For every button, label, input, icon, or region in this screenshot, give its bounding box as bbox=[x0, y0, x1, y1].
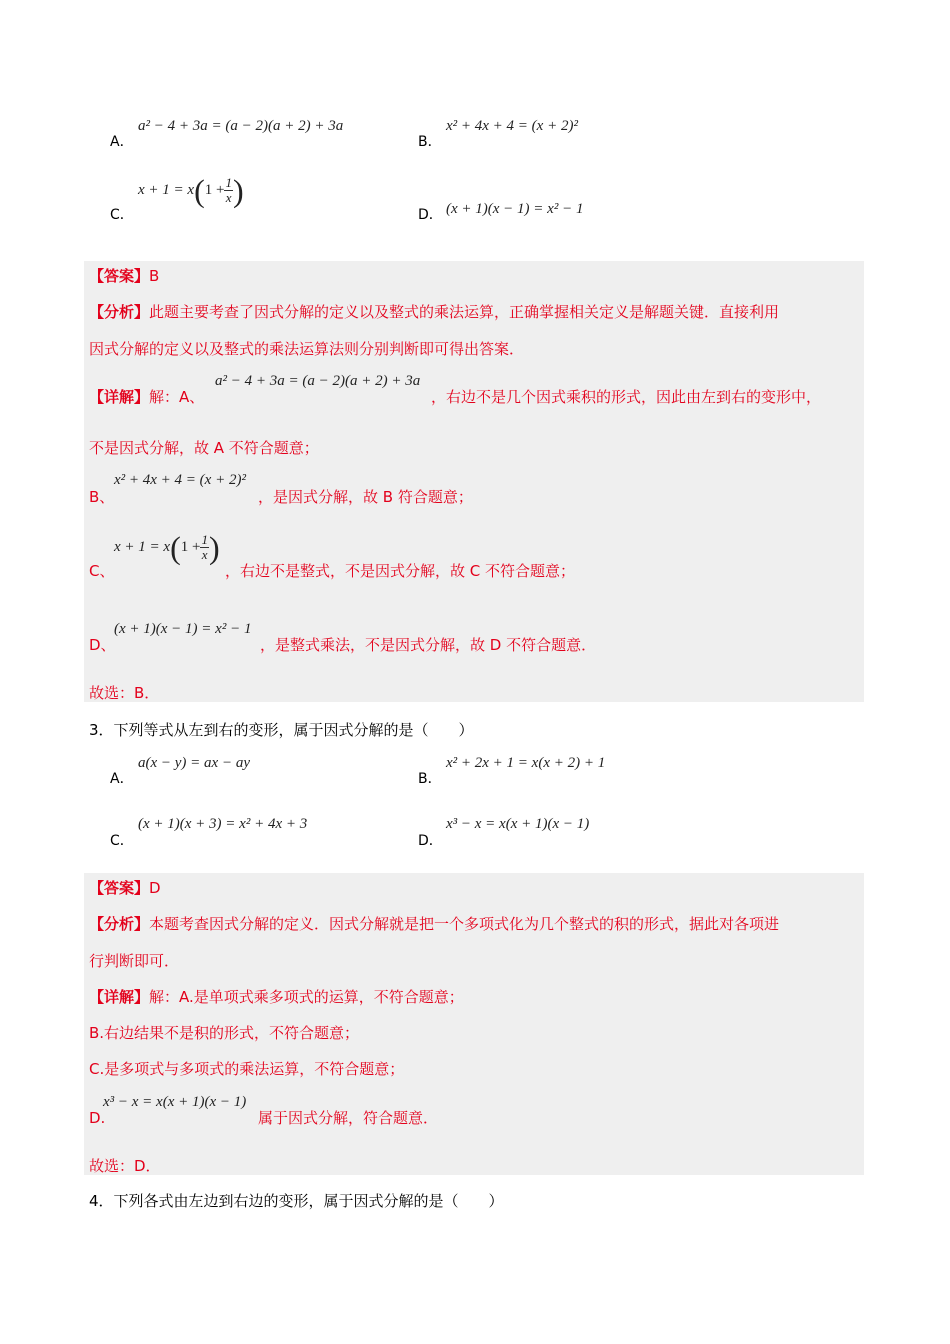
answer-value: D bbox=[149, 879, 161, 897]
option-c-one-plus: 1 + bbox=[204, 181, 225, 198]
conclusion-q3: 故选：D． bbox=[89, 1157, 161, 1175]
detail-c-one-plus: 1 + bbox=[180, 538, 201, 555]
detail-c-prefix: C、 bbox=[89, 562, 115, 580]
analysis-tag: 【分析】 bbox=[89, 303, 150, 321]
detail-d-prefix: D、 bbox=[89, 636, 116, 654]
q3-option-c-formula: (x + 1)(x + 3) = x² + 4x + 3 bbox=[138, 816, 308, 832]
answer-tag: 【答案】 bbox=[89, 267, 150, 285]
detail-text: 解：A.是单项式乘多项式的运算，不符合题意； bbox=[149, 988, 464, 1006]
q3-option-b-label: B． bbox=[418, 771, 442, 787]
detail-c-text: ，右边不是整式，不是因式分解，故 C 不符合题意； bbox=[225, 562, 576, 580]
detail-tag: 【详解】 bbox=[89, 388, 150, 406]
option-b-formula: x² + 4x + 4 = (x + 2)² bbox=[446, 118, 578, 134]
detail-a-text: ，右边不是几个因式乘积的形式，因此由左到右的变形中， bbox=[431, 388, 822, 406]
option-c-lhs: x + 1 = x bbox=[138, 181, 195, 198]
detail-b-text: ，是因式分解，故 B 符合题意； bbox=[258, 488, 473, 506]
analysis-line-2-q3: 行判断即可． bbox=[89, 952, 180, 970]
paren-close: ) bbox=[208, 529, 220, 566]
q3-option-a-formula: a(x − y) = ax − ay bbox=[138, 755, 250, 771]
question-4: 4．下列各式由左边到右边的变形，属于因式分解的是（ ） bbox=[89, 1192, 504, 1210]
detail-b-prefix: B、 bbox=[89, 488, 115, 506]
answer-value: B bbox=[149, 267, 160, 285]
detail-line-3-q3: C.是多项式与多项式的乘法运算，不符合题意； bbox=[89, 1060, 405, 1078]
analysis-line-1-q2 bbox=[89, 301, 779, 323]
answer-tag: 【答案】 bbox=[89, 879, 150, 897]
detail-d-formula: (x + 1)(x − 1) = x² − 1 bbox=[114, 621, 252, 637]
analysis-line-1-q3 bbox=[89, 913, 779, 935]
detail-c-fraction bbox=[200, 533, 209, 562]
option-a-formula: a² − 4 + 3a = (a − 2)(a + 2) + 3a bbox=[138, 118, 344, 134]
detail-tag: 【详解】 bbox=[89, 988, 150, 1006]
paren-open: ( bbox=[194, 172, 205, 209]
detail-d-text: ，是整式乘法，不是因式分解，故 D 不符合题意． bbox=[260, 636, 597, 654]
paren-close: ) bbox=[232, 172, 244, 209]
answer-line-q2 bbox=[89, 265, 159, 287]
fraction-denominator: x bbox=[225, 190, 232, 205]
conclusion-q2: 故选：B． bbox=[89, 684, 160, 702]
q3-option-d-formula: x³ − x = x(x + 1)(x − 1) bbox=[446, 816, 590, 832]
analysis-text: 此题主要考查了因式分解的定义以及整式的乘法运算，正确掌握相关定义是解题关键．直接利用 bbox=[149, 303, 780, 321]
detail-c-lhs: x + 1 = x bbox=[114, 538, 171, 555]
detail-b-formula: x² + 4x + 4 = (x + 2)² bbox=[114, 472, 246, 488]
question-3: 3．下列等式从左到右的变形，属于因式分解的是（ ） bbox=[89, 721, 474, 739]
option-c-label: C． bbox=[110, 207, 134, 223]
option-c-fraction bbox=[224, 176, 233, 205]
paren-open: ( bbox=[170, 529, 181, 566]
analysis-text: 本题考查因式分解的定义．因式分解就是把一个多项式化为几个整式的积的形式，据此对各项进 bbox=[149, 915, 780, 933]
fraction-numerator: 1 bbox=[201, 532, 208, 547]
q3-option-b-formula: x² + 2x + 1 = x(x + 2) + 1 bbox=[446, 755, 606, 771]
detail-line-2-q3: B.右边结果不是积的形式，不符合题意； bbox=[89, 1024, 360, 1042]
option-d-formula: (x + 1)(x − 1) = x² − 1 bbox=[446, 201, 584, 217]
detail-line-q2 bbox=[89, 386, 204, 408]
option-b-label: B． bbox=[418, 134, 442, 150]
fraction-denominator: x bbox=[201, 547, 208, 562]
q3-option-d-label: D． bbox=[418, 833, 443, 849]
detail-prefix: 解：A、 bbox=[149, 388, 205, 406]
fraction-numerator: 1 bbox=[225, 175, 232, 190]
answer-line-q3 bbox=[89, 877, 161, 899]
detail-a-text-2: 不是因式分解，故 A 不符合题意； bbox=[89, 439, 319, 457]
analysis-line-2-q2: 因式分解的定义以及整式的乘法运算法则分别判断即可得出答案． bbox=[89, 340, 525, 358]
analysis-tag: 【分析】 bbox=[89, 915, 150, 933]
detail-d-text-q3: 属于因式分解，符合题意． bbox=[258, 1109, 439, 1127]
detail-d-formula-q3: x³ − x = x(x + 1)(x − 1) bbox=[103, 1094, 247, 1110]
detail-line-1-q3 bbox=[89, 986, 464, 1008]
q3-option-a-label: A． bbox=[110, 771, 134, 787]
detail-a-formula: a² − 4 + 3a = (a − 2)(a + 2) + 3a bbox=[215, 373, 421, 389]
q3-option-c-label: C． bbox=[110, 833, 134, 849]
option-d-label: D． bbox=[418, 207, 443, 223]
option-a-label: A． bbox=[110, 134, 134, 150]
option-c-formula bbox=[138, 172, 244, 209]
detail-d-prefix-q3: D. bbox=[89, 1109, 106, 1127]
detail-c-formula bbox=[114, 529, 220, 566]
